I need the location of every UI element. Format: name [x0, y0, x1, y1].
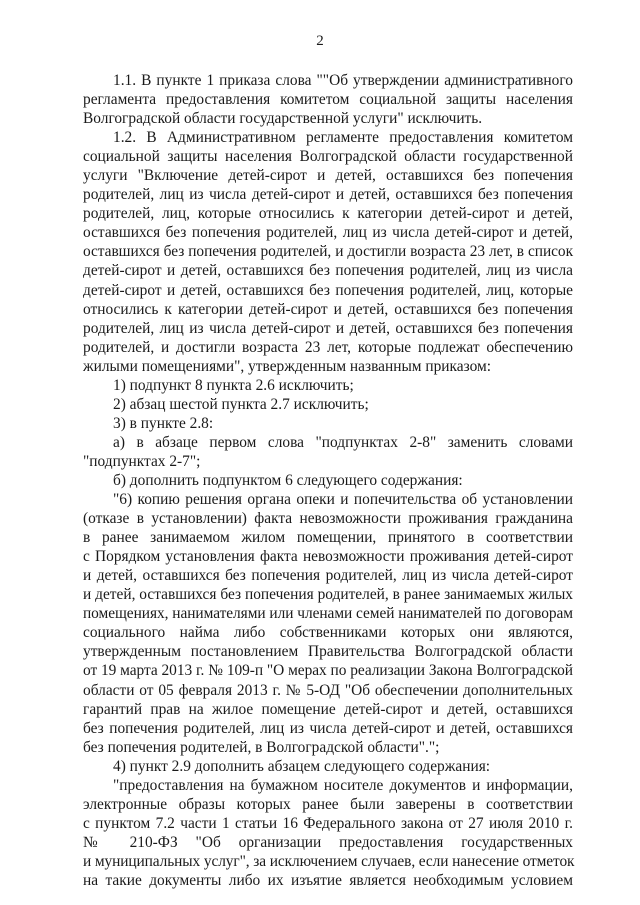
text-line: регламента предоставления комитетом социальной защиты населения — [83, 91, 573, 109]
text-line: в ранее занимаемом жилом помещении, принятого в соответствии — [83, 529, 573, 547]
text-line: родителей, лиц из числа детей-сирот и детей, оставшихся без попечения — [83, 186, 573, 204]
text-line: детей-сирот и детей, оставшихся без попечения родителей, лиц, которые — [83, 281, 573, 299]
text-line: 4) пункт 2.9 дополнить абзацем следующего содержания: — [113, 757, 491, 775]
document-body — [83, 71, 573, 890]
text-line: "предоставления на бумажном носителе документов и информации, — [113, 776, 573, 794]
text-line: услуги "Включение детей-сирот и детей, оставшихся без попечения — [83, 167, 573, 185]
text-line: социального найма либо собственниками которых они являются, — [83, 624, 573, 642]
text-line: и детей, оставшихся без попечения родителей, в ранее занимаемых жилых — [83, 586, 573, 604]
text-line: 1.1. В пункте 1 приказа слова ""Об утверждении административного — [113, 72, 573, 89]
text-line: жилыми помещениями", утвержденным названным приказом: — [83, 357, 492, 375]
text-line: родителей, и достигли возраста 23 лет, которые подлежат обеспечению — [83, 338, 573, 356]
page-number: 2 — [316, 33, 324, 49]
text-line: детей-сирот и детей, оставшихся без попечения родителей, лиц из числа — [83, 262, 573, 280]
text-line: с Порядком установления факта невозможности проживания детей-сирот — [83, 548, 573, 566]
text-line: б) дополнить подпунктом 6 следующего содержания: — [113, 471, 463, 489]
text-line: от 19 марта 2013 г. № 109-п "О мерах по реализации Закона Волгоградской — [83, 662, 573, 680]
text-line: (отказе в установлении) факта невозможности проживания гражданина — [83, 510, 573, 528]
text-line: гарантий прав на жилое помещение детей-сирот и детей, оставшихся — [83, 700, 573, 718]
text-line: без попечения родителей, в Волгоградской области"."; — [83, 738, 440, 756]
text-line: электронные образы которых ранее были заверены в соответствии — [83, 795, 573, 813]
text-line: и детей, оставшихся без попечения родителей, лиц из числа детей-сирот — [83, 567, 573, 585]
text-line: родителей, лиц из числа детей-сирот и детей, оставшихся без попечения — [83, 319, 573, 337]
text-line: родителей, лиц, которые относились к категории детей-сирот и детей, — [83, 205, 573, 223]
text-line: "подпунктах 2-7"; — [83, 452, 201, 470]
text-line: без попечения родителей, лиц из числа детей-сирот и детей, оставшихся — [83, 719, 573, 737]
text-line: оставшихся без попечения родителей, и достигли возраста 23 лет, в список — [83, 243, 573, 261]
text-line: и муниципальных услуг", за исключением случаев, если нанесение отметок — [83, 852, 575, 870]
text-line: области от 05 февраля 2013 г. № 5-ОД "Об обеспечении дополнительных — [83, 681, 573, 699]
text-line: а) в абзаце первом слова "подпунктах 2-8" заменить словами — [113, 433, 573, 451]
text-line: утвержденным постановлением Правительства Волгоградской области — [83, 643, 573, 661]
text-line: оставшихся без попечения родителей, лиц из числа детей-сирот и детей, — [83, 224, 573, 242]
text-line: относились к категории детей-сирот и детей, оставшихся без попечения — [83, 300, 573, 318]
text-line: социальной защиты населения Волгоградской области государственной — [83, 148, 573, 166]
text-line: № 210-ФЗ "Об организации предоставления государственных — [83, 833, 573, 851]
text-line: "6) копию решения органа опеки и попечительства об установлении — [113, 491, 573, 509]
text-line: на такие документы либо их изъятие является необходимым условием — [83, 871, 573, 889]
text-line: 1.2. В Административном регламенте предоставления комитетом — [113, 129, 573, 147]
text-line: 1) подпункт 8 пункта 2.6 исключить; — [113, 376, 354, 394]
text-line: с пунктом 7.2 части 1 статьи 16 Федерального закона от 27 июля 2010 г. — [83, 814, 573, 832]
text-line: помещениях, нанимателями или членами семей нанимателей по договорам — [83, 605, 573, 623]
text-line: 2) абзац шестой пункта 2.7 исключить; — [113, 395, 369, 413]
text-line: Волгоградской области государственной услуги" исключить. — [83, 110, 483, 128]
text-line: 3) в пункте 2.8: — [113, 414, 214, 432]
